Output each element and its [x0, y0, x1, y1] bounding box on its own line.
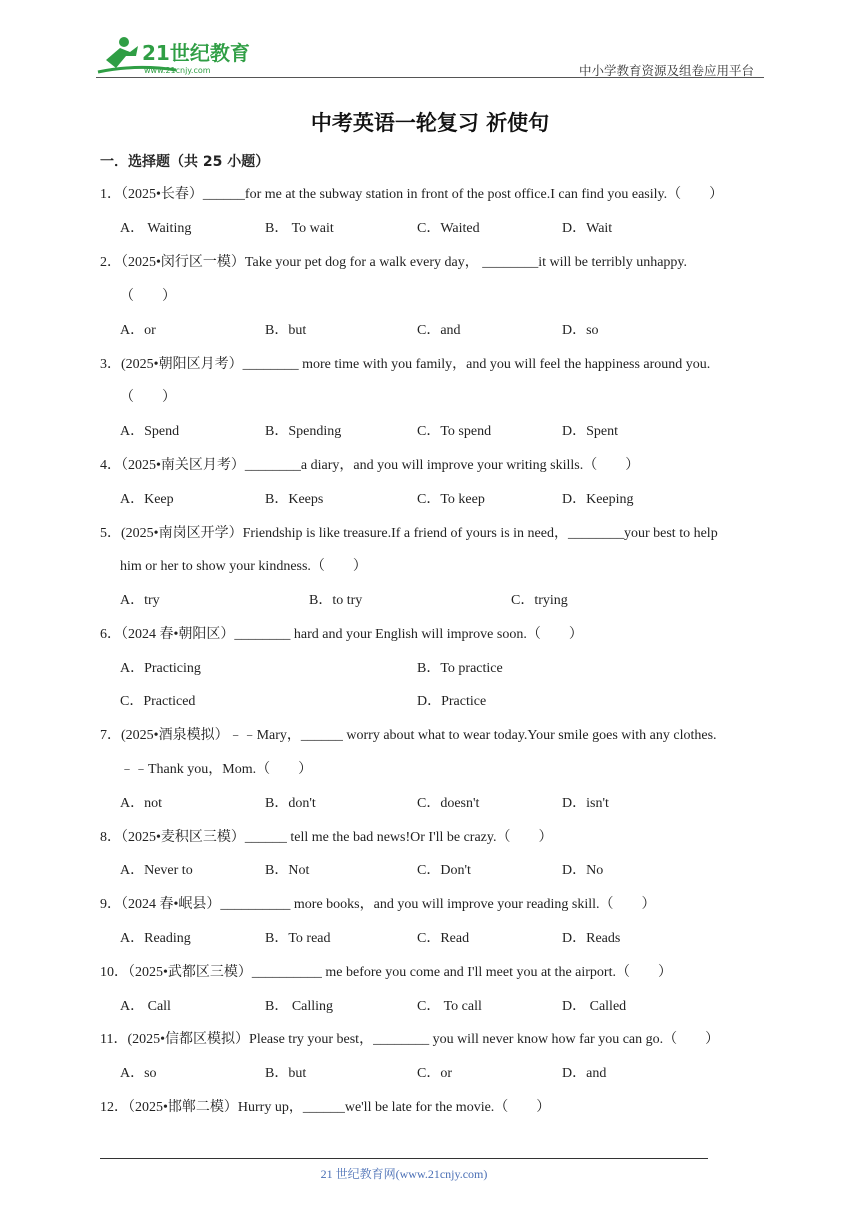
q11-option-d[interactable]: D．and	[562, 1066, 607, 1081]
q10-option-a[interactable]: A． Call	[120, 999, 171, 1014]
question-8-stem: 8．（2025•麦积区三模）______ tell me the bad news!Or I'll be crazy.（ ）	[100, 830, 553, 845]
q6-option-d[interactable]: D．Practice	[417, 694, 487, 709]
question-2-stem: 2．（2025•闵行区一模）Take your pet dog for a walk every day， ________it will be terribly unhappy.	[100, 255, 688, 270]
q10-option-d[interactable]: D． Called	[562, 999, 627, 1014]
q1-option-a[interactable]: A． Waiting	[120, 221, 192, 236]
footer-link[interactable]: 21 世纪教育网(www.21cnjy.com)	[320, 1167, 488, 1181]
q4-option-c[interactable]: C．To keep	[417, 492, 485, 507]
question-3-stem: 3．(2025•朝阳区月考）________ more time with you family，and you will feel the happiness around you.	[100, 357, 711, 372]
q6-option-c[interactable]: C．Practiced	[120, 694, 196, 709]
section-heading: 一．选择题（共 25 小题）	[100, 154, 270, 170]
question-5-stem: 5．(2025•南岗区开学）Friendship is like treasure.If a friend of yours is in need，________your best to help	[100, 526, 718, 541]
q9-option-b[interactable]: B．To read	[265, 931, 331, 946]
q5-option-c[interactable]: C．trying	[511, 593, 568, 608]
header-divider	[96, 77, 764, 78]
q8-option-a[interactable]: A．Never to	[120, 863, 193, 878]
q2-option-a[interactable]: A．or	[120, 323, 156, 338]
q4-option-b[interactable]: B．Keeps	[265, 492, 324, 507]
q8-option-b[interactable]: B．Not	[265, 863, 310, 878]
q9-option-c[interactable]: C．Read	[417, 931, 470, 946]
q7-option-a[interactable]: A．not	[120, 796, 162, 811]
q10-option-c[interactable]: C． To call	[417, 999, 482, 1014]
logo-url-text: www.21cnjy.com	[144, 66, 211, 75]
q9-option-a[interactable]: A．Reading	[120, 931, 191, 946]
question-7-stem-cont: ﹣﹣Thank you，Mom.（ ）	[120, 762, 313, 777]
question-2-stem-cont: （ ）	[120, 289, 176, 304]
q4-option-a[interactable]: A．Keep	[120, 492, 174, 507]
footer-divider	[100, 1158, 708, 1159]
q4-option-d[interactable]: D．Keeping	[562, 492, 634, 507]
q7-option-c[interactable]: C．doesn't	[417, 796, 480, 811]
q5-option-b[interactable]: B．to try	[309, 593, 363, 608]
q11-option-a[interactable]: A．so	[120, 1066, 157, 1081]
runner-logo-icon	[96, 34, 266, 78]
q3-option-a[interactable]: A．Spend	[120, 424, 180, 439]
q2-option-d[interactable]: D．so	[562, 323, 599, 338]
q3-option-c[interactable]: C．To spend	[417, 424, 492, 439]
site-logo	[96, 34, 266, 78]
q8-option-c[interactable]: C．Don't	[417, 863, 471, 878]
question-12-stem: 12．（2025•邯郸二模）Hurry up，______we'll be late for the movie.（ ）	[100, 1100, 551, 1115]
q3-option-b[interactable]: B．Spending	[265, 424, 342, 439]
q11-option-c[interactable]: C．or	[417, 1066, 452, 1081]
q5-option-a[interactable]: A．try	[120, 593, 160, 608]
q7-option-b[interactable]: B．don't	[265, 796, 316, 811]
q6-option-a[interactable]: A．Practicing	[120, 661, 201, 676]
q10-option-b[interactable]: B． Calling	[265, 999, 334, 1014]
question-11-stem: 11．(2025•信都区模拟）Please try your best，________ you will never know how far you can go.（ ）	[100, 1032, 720, 1047]
question-3-stem-cont: （ ）	[120, 390, 176, 405]
q9-option-d[interactable]: D．Reads	[562, 931, 621, 946]
question-5-stem-cont: him or her to show your kindness.（ ）	[120, 559, 367, 574]
q3-option-d[interactable]: D．Spent	[562, 424, 618, 439]
question-1-stem: 1．（2025•长春）______for me at the subway station in front of the post office.I can find you easily.（ ）	[100, 187, 724, 202]
document-title: 中考英语一轮复习 祈使句	[310, 111, 550, 135]
question-10-stem: 10．（2025•武都区三模）__________ me before you come and I'll meet you at the airport.（ ）	[100, 965, 672, 980]
question-6-stem: 6．（2024 春•朝阳区）________ hard and your English will improve soon.（ ）	[100, 627, 583, 642]
q8-option-d[interactable]: D．No	[562, 863, 604, 878]
q2-option-b[interactable]: B．but	[265, 323, 307, 338]
question-7-stem: 7．(2025•酒泉模拟）﹣﹣Mary，______ worry about what to wear today.Your smile goes with any clothes.	[100, 728, 717, 743]
q1-option-d[interactable]: D．Wait	[562, 221, 613, 236]
q1-option-c[interactable]: C．Waited	[417, 221, 480, 236]
question-4-stem: 4．（2025•南关区月考）________a diary，and you will improve your writing skills.（ ）	[100, 458, 640, 473]
q11-option-b[interactable]: B．but	[265, 1066, 307, 1081]
q6-option-b[interactable]: B．To practice	[417, 661, 503, 676]
q7-option-d[interactable]: D．isn't	[562, 796, 609, 811]
q1-option-b[interactable]: B． To wait	[265, 221, 334, 236]
platform-name: 中小学教育资源及组卷应用平台	[578, 63, 754, 78]
question-9-stem: 9．（2024 春•岷县）__________ more books，and you will improve your reading skill.（ ）	[100, 897, 656, 912]
logo-text: 21世纪教育	[142, 41, 250, 65]
q2-option-c[interactable]: C．and	[417, 323, 461, 338]
